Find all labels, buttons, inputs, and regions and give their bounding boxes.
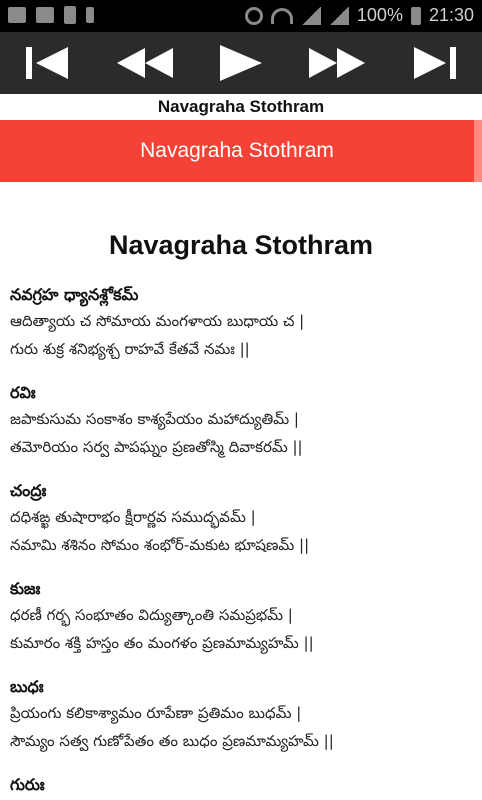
battery-percentage: 100%	[356, 5, 403, 25]
verse-line: ధరణీ గర్భ సంభూతం విద్యుత్కాంతి సమప్రభమ్ |	[10, 606, 293, 624]
section-title: చంద్రః	[10, 481, 47, 500]
verse-line: ఆదిత్యాయ చ సోమాయ మంగళాయ బుధాయ చ |	[10, 312, 305, 330]
status-bar-right	[245, 5, 474, 26]
section-ravi	[0, 381, 482, 461]
fast-forward-button[interactable]	[302, 35, 372, 91]
verse-line: తమోరియం సర్వ పాపఘ్నం ప్రణతోస్మి దివాకరమ్ ||	[10, 438, 303, 456]
play-button[interactable]	[206, 35, 276, 91]
verse-line: గురు శుక్ర శనిభ్యశ్చ రాహవే కేతవే నమః ||	[10, 340, 250, 358]
status-bar	[0, 0, 482, 32]
verse-line: జపాకుసుమ సంకాశం కాశ్యపేయం మహాద్యుతిమ్ |	[10, 410, 299, 428]
stotram-header	[0, 120, 474, 182]
rewind-button[interactable]	[110, 35, 180, 91]
header-title: Navagraha Stothram	[140, 139, 334, 162]
signal-2-icon	[329, 7, 349, 25]
status-bar-left	[8, 6, 94, 24]
skip-next-button[interactable]	[399, 35, 469, 91]
clock: 21:30	[428, 5, 474, 25]
signal-icon	[301, 7, 321, 25]
battery-saver-icon	[64, 6, 76, 24]
mail-icon	[8, 7, 26, 23]
app-title-bar	[0, 94, 482, 121]
stotram-content[interactable]	[0, 182, 482, 800]
verse-line: సౌమ్యం సత్వ గుణోపేతం తం బుధం ప్రణమామ్యహమ్ ||	[10, 732, 334, 750]
section-title: నవగ్రహ ధ్యానశ్లోకమ్	[10, 285, 139, 304]
section-dhyana-shloka	[0, 283, 482, 363]
alarm-icon	[245, 7, 263, 25]
battery-icon	[411, 7, 421, 25]
scrollbar[interactable]	[474, 120, 482, 182]
fast-forward-icon	[305, 46, 369, 80]
content-heading: Navagraha Stothram	[108, 230, 374, 260]
section-budha	[0, 675, 482, 755]
section-kuja	[0, 577, 482, 657]
play-icon	[216, 43, 266, 83]
section-guru	[0, 773, 482, 797]
verse-line: కుమారం శక్తి హస్తం తం మంగళం ప్రణమామ్యహమ్ ||	[10, 634, 314, 652]
usb-icon	[86, 7, 94, 23]
skip-previous-icon	[22, 43, 74, 83]
section-title: రవిః	[10, 383, 36, 402]
verse-line: నమామి శశినం సోమం శంభోర్-మకుట భూషణమ్ ||	[10, 536, 310, 554]
section-title: కుజః	[10, 579, 41, 598]
verse-line: దధిశఙ్ఖ తుషారాభం క్షీరార్ణవ సముద్భవమ్ |	[10, 508, 256, 526]
verse-line: ప్రియంగు కలికాశ్యామం రూపేణా ప్రతిమం బుధమ్ |	[10, 704, 302, 722]
section-title: గురుః	[10, 775, 45, 794]
app-title: Navagraha Stothram	[157, 97, 325, 116]
skip-next-icon	[408, 43, 460, 83]
app-notification-icon	[36, 7, 54, 23]
skip-previous-button[interactable]	[13, 35, 83, 91]
rewind-icon	[113, 46, 177, 80]
wifi-icon	[271, 8, 293, 24]
section-title: బుధః	[10, 677, 44, 696]
section-chandra	[0, 479, 482, 559]
playback-controls	[0, 32, 482, 94]
